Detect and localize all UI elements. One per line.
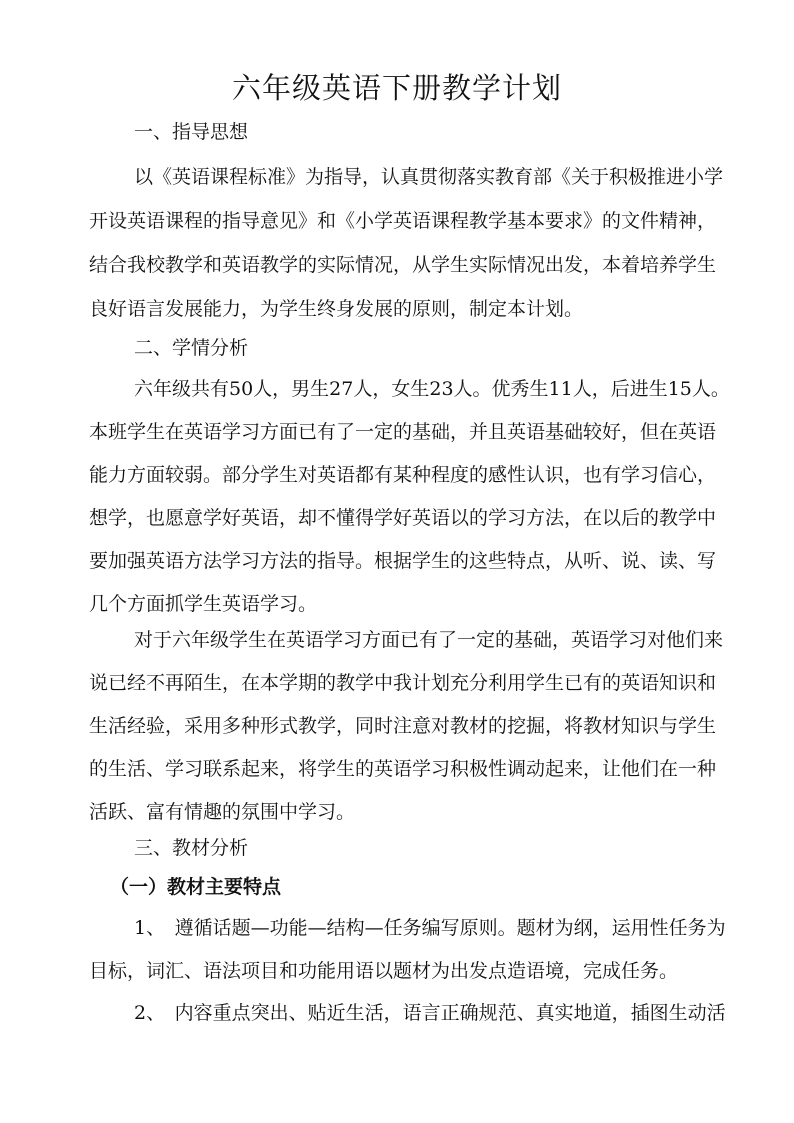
- paragraph-line: 良好语言发展能力，为学生终身发展的原则，制定本计划。: [89, 298, 584, 320]
- paragraph-line: 活跃、富有情趣的氛围中学习。: [89, 801, 356, 823]
- paragraph-line: 生活经验，采用多种形式教学，同时注意对教材的挖掘，将教材知识与学生: [89, 715, 717, 737]
- section-heading-textbook-analysis: 三、教材分析: [134, 837, 249, 859]
- list-item-line: 1、 遵循话题—功能—结构—任务编写原则。题材为纲，运用性任务为: [134, 917, 726, 939]
- paragraph-line: 几个方面抓学生英语学习。: [89, 593, 318, 615]
- list-item-line: 2、 内容重点突出、贴近生活，语言正确规范、真实地道，插图生动活: [134, 1002, 726, 1024]
- paragraph-line: 以《英语课程标准》为指导，认真贯彻落实教育部《关于积极推进小学: [134, 166, 724, 188]
- paragraph-line: 结合我校教学和英语教学的实际情况，从学生实际情况出发，本着培养学生: [89, 254, 717, 276]
- section-heading-student-analysis: 二、学情分析: [134, 337, 249, 359]
- section-heading-guiding-ideology: 一、指导思想: [134, 121, 249, 143]
- paragraph-line: 想学，也愿意学好英语，却不懂得学好英语以的学习方法，在以后的教学中: [89, 507, 717, 529]
- paragraph-line: 开设英语课程的指导意见》和《小学英语课程教学基本要求》的文件精神，: [89, 210, 717, 232]
- paragraph-line: 能力方面较弱。部分学生对英语都有某种程度的感性认识，也有学习信心，: [89, 464, 717, 486]
- paragraph-line: 对于六年级学生在英语学习方面已有了一定的基础，英语学习对他们来: [134, 629, 724, 651]
- paragraph-line: 说已经不再陌生，在本学期的教学中我计划充分利用学生已有的英语知识和: [89, 672, 717, 694]
- document-title: 六年级英语下册教学计划: [231, 71, 562, 105]
- paragraph-line: 的生活、学习联系起来，将学生的英语学习积极性调动起来，让他们在一种: [89, 758, 717, 780]
- paragraph-line: 要加强英语方法学习方法的指导。根据学生的这些特点，从听、说、读、写: [89, 550, 717, 572]
- paragraph-line: 本班学生在英语学习方面已有了一定的基础，并且英语基础较好，但在英语: [89, 421, 717, 443]
- list-item-line: 目标，词汇、语法项目和功能用语以题材为出发点造语境，完成任务。: [89, 960, 679, 982]
- sub-heading-textbook-features: （一）教材主要特点: [110, 876, 282, 898]
- paragraph-line: 六年级共有50人，男生27人，女生23人。优秀生11人，后进生15人。: [134, 378, 730, 400]
